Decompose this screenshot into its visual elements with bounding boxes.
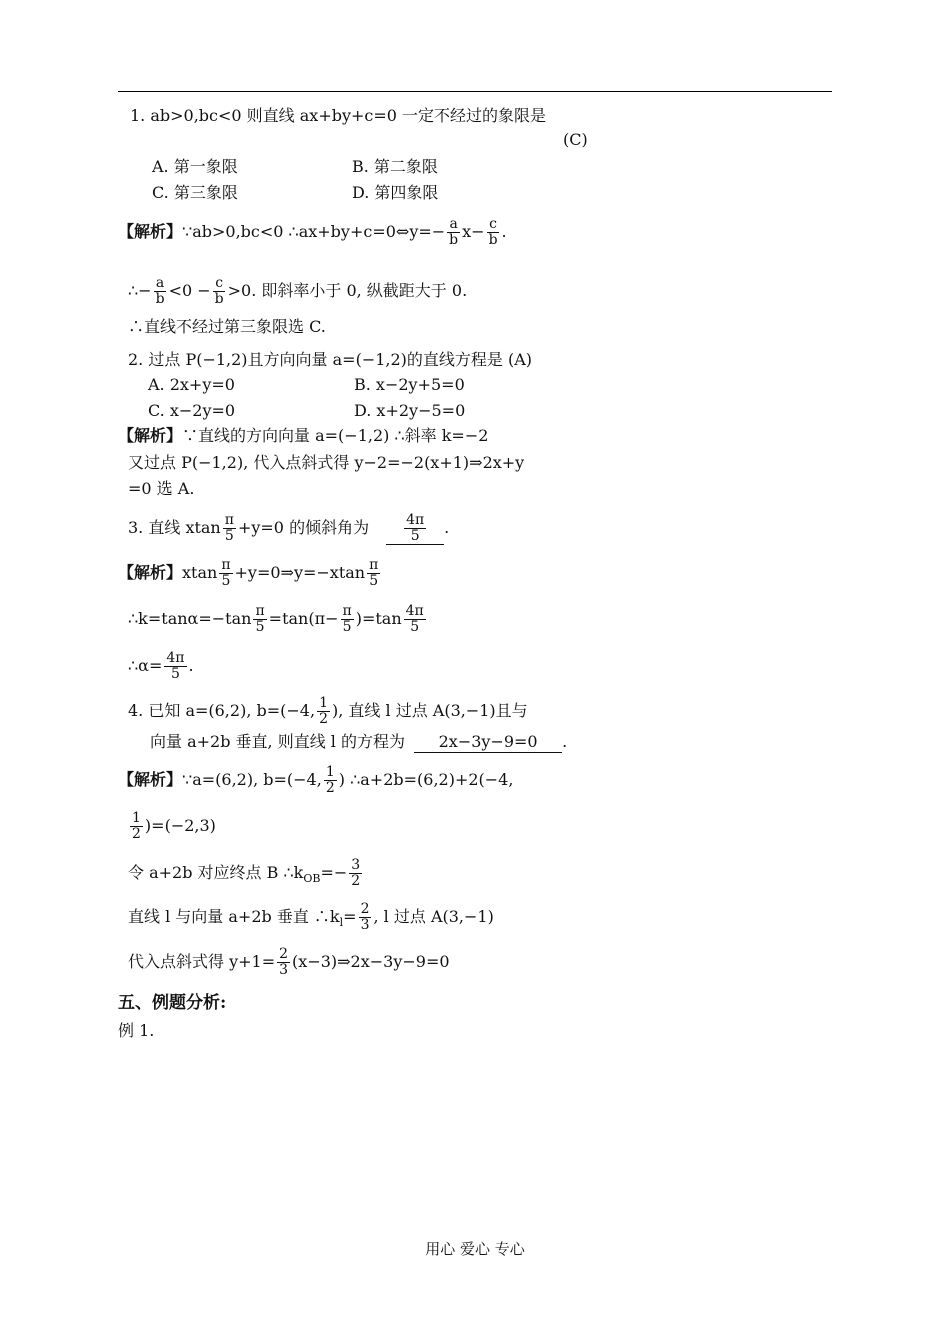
header-rule (118, 91, 832, 92)
numerator: a (155, 275, 165, 291)
solution-label: 【解析】 (118, 426, 183, 445)
q2-stem: 2. 过点 P(−1,2)且方向向量 a=(−1,2)的直线方程是 (A) (128, 350, 533, 369)
denominator: b (488, 232, 498, 248)
text: 令 a+2b 对应终点 B ∴k (128, 863, 304, 882)
fraction (223, 513, 236, 544)
numerator: 2 (279, 946, 289, 962)
q3-solution-line2 (128, 604, 428, 635)
q3-stem (128, 513, 449, 545)
text: xtan (182, 563, 218, 582)
numerator: π (342, 603, 352, 619)
text: )=(−2,3) (144, 816, 216, 835)
answer-blank: 2x−3y−9=0 (414, 732, 562, 753)
text: <0 − (168, 281, 211, 300)
q4-stem-line1 (128, 696, 528, 727)
denominator: b (449, 232, 459, 248)
q1-option-b: B. 第二象限 (352, 157, 438, 176)
q1-solution-line1 (118, 217, 507, 248)
numerator: c (215, 275, 224, 291)
text: . (188, 656, 194, 675)
text: ∵ab>0,bc<0 ∴ax+by+c=0⇔y=− (182, 222, 446, 241)
text: >0. 即斜率小于 0, 纵截距大于 0. (227, 281, 468, 300)
text: ), 直线 l 过点 A(3,−1)且与 (331, 701, 528, 720)
fraction (164, 651, 186, 682)
numerator: 4π (406, 512, 425, 528)
text: x− (462, 222, 485, 241)
numerator: 1 (319, 695, 328, 711)
solution-label: 【解析】 (118, 770, 183, 789)
denominator: 5 (255, 619, 265, 635)
page-footer: 用心 爱心 专心 (425, 1240, 525, 1258)
numerator: 4π (405, 603, 424, 619)
numerator: 1 (325, 764, 335, 780)
text: +y=0 的倾斜角为 (237, 518, 370, 537)
denominator: 5 (410, 619, 420, 635)
text: . (444, 518, 450, 537)
q1-option-c: C. 第三象限 (152, 183, 238, 202)
fraction (277, 947, 290, 978)
fraction (349, 858, 362, 889)
text: 向量 a+2b 垂直, 则直线 l 的方程为 (150, 732, 406, 751)
text: 3. 直线 xtan (128, 518, 221, 537)
denominator: 2 (319, 711, 328, 727)
fraction (130, 811, 143, 842)
q4-solution-line4 (128, 902, 494, 933)
text: =tan(π− (268, 609, 339, 628)
denominator: 5 (224, 528, 234, 544)
fraction (341, 604, 354, 635)
q1-option-d: D. 第四象限 (352, 183, 439, 202)
text: )=tan (355, 609, 402, 628)
fraction (324, 765, 337, 796)
numerator: π (255, 603, 265, 619)
numerator: 1 (132, 810, 141, 826)
numerator: 3 (351, 857, 361, 873)
q2-option-b: B. x−2y+5=0 (354, 375, 465, 394)
text: (x−3)⇒2x−3y−9=0 (292, 952, 450, 971)
text: ) ∴a+2b=(6,2)+2(−4, (338, 770, 514, 789)
q2-option-d: D. x+2y−5=0 (354, 401, 466, 420)
text: ∵直线的方向向量 a=(−1,2) ∴斜率 k=−2 (182, 426, 489, 445)
numerator: c (489, 216, 497, 232)
q1-solution-line2 (128, 276, 467, 307)
text: = (343, 907, 357, 926)
q3-solution-line1 (118, 558, 382, 589)
q3-solution-line3 (128, 651, 194, 682)
fraction (487, 217, 500, 248)
denominator: 2 (351, 873, 361, 889)
text: ∴α= (128, 656, 163, 675)
text: ∵a=(6,2), b=(−4, (182, 770, 322, 789)
q2-solution-line1 (118, 426, 488, 446)
numerator: π (224, 512, 234, 528)
fraction (367, 558, 380, 589)
denominator: 5 (221, 573, 231, 589)
numerator: π (221, 557, 231, 573)
q4-solution-line5 (128, 947, 450, 978)
example-label: 例 1. (118, 1021, 155, 1040)
numerator: π (369, 557, 379, 573)
fraction (359, 902, 372, 933)
q4-stem-line2 (150, 732, 567, 753)
q2-solution-line3: =0 选 A. (128, 479, 195, 498)
q1-stem: 1. ab>0,bc<0 则直线 ax+by+c=0 一定不经过的象限是 (130, 106, 547, 125)
fraction (447, 217, 460, 248)
text: 直线 l 与向量 a+2b 垂直 ∴k (128, 907, 340, 926)
numerator: a (449, 216, 458, 232)
text: +y=0⇒y=−xtan (234, 563, 366, 582)
q1-option-a: A. 第一象限 (152, 157, 238, 176)
denominator: 3 (279, 962, 289, 978)
denominator: 5 (170, 666, 180, 682)
denominator: b (155, 291, 165, 307)
fraction (253, 604, 266, 635)
fraction (404, 604, 426, 635)
text: =− (320, 863, 348, 882)
subscript: OB (303, 872, 321, 886)
denominator: 2 (132, 826, 141, 842)
q1-answer: (C) (563, 130, 588, 149)
denominator: b (214, 291, 224, 307)
text: ∴k=tanα=−tan (128, 609, 252, 628)
denominator: 2 (325, 780, 335, 796)
subscript: l (339, 916, 344, 930)
text: ∴− (128, 281, 152, 300)
q4-solution-line1 (118, 765, 513, 796)
text: 4. 已知 a=(6,2), b=(−4, (128, 701, 316, 720)
answer-blank (386, 513, 444, 545)
q2-option-a: A. 2x+y=0 (148, 375, 235, 394)
q4-solution-line3 (128, 858, 364, 889)
denominator: 5 (369, 573, 379, 589)
q4-solution-line2 (128, 811, 216, 842)
text: . (562, 732, 568, 751)
fraction (404, 513, 426, 544)
solution-label: 【解析】 (118, 222, 183, 241)
numerator: 4π (166, 650, 185, 666)
denominator: 5 (410, 528, 420, 544)
fraction (317, 696, 330, 727)
text: 代入点斜式得 y+1= (128, 952, 276, 971)
section-title: 五、例题分析: (118, 993, 227, 1013)
fraction (154, 276, 167, 307)
text: . (501, 222, 507, 241)
fraction (219, 558, 232, 589)
text: , l 过点 A(3,−1) (373, 907, 494, 926)
solution-label: 【解析】 (118, 563, 183, 582)
q1-solution-line3: ∴直线不经过第三象限选 C. (128, 317, 326, 336)
numerator: 2 (360, 901, 370, 917)
q2-solution-line2: 又过点 P(−1,2), 代入点斜式得 y−2=−2(x+1)⇒2x+y (128, 453, 525, 472)
fraction (213, 276, 226, 307)
q2-option-c: C. x−2y=0 (148, 401, 236, 420)
denominator: 3 (360, 917, 370, 933)
denominator: 5 (342, 619, 352, 635)
